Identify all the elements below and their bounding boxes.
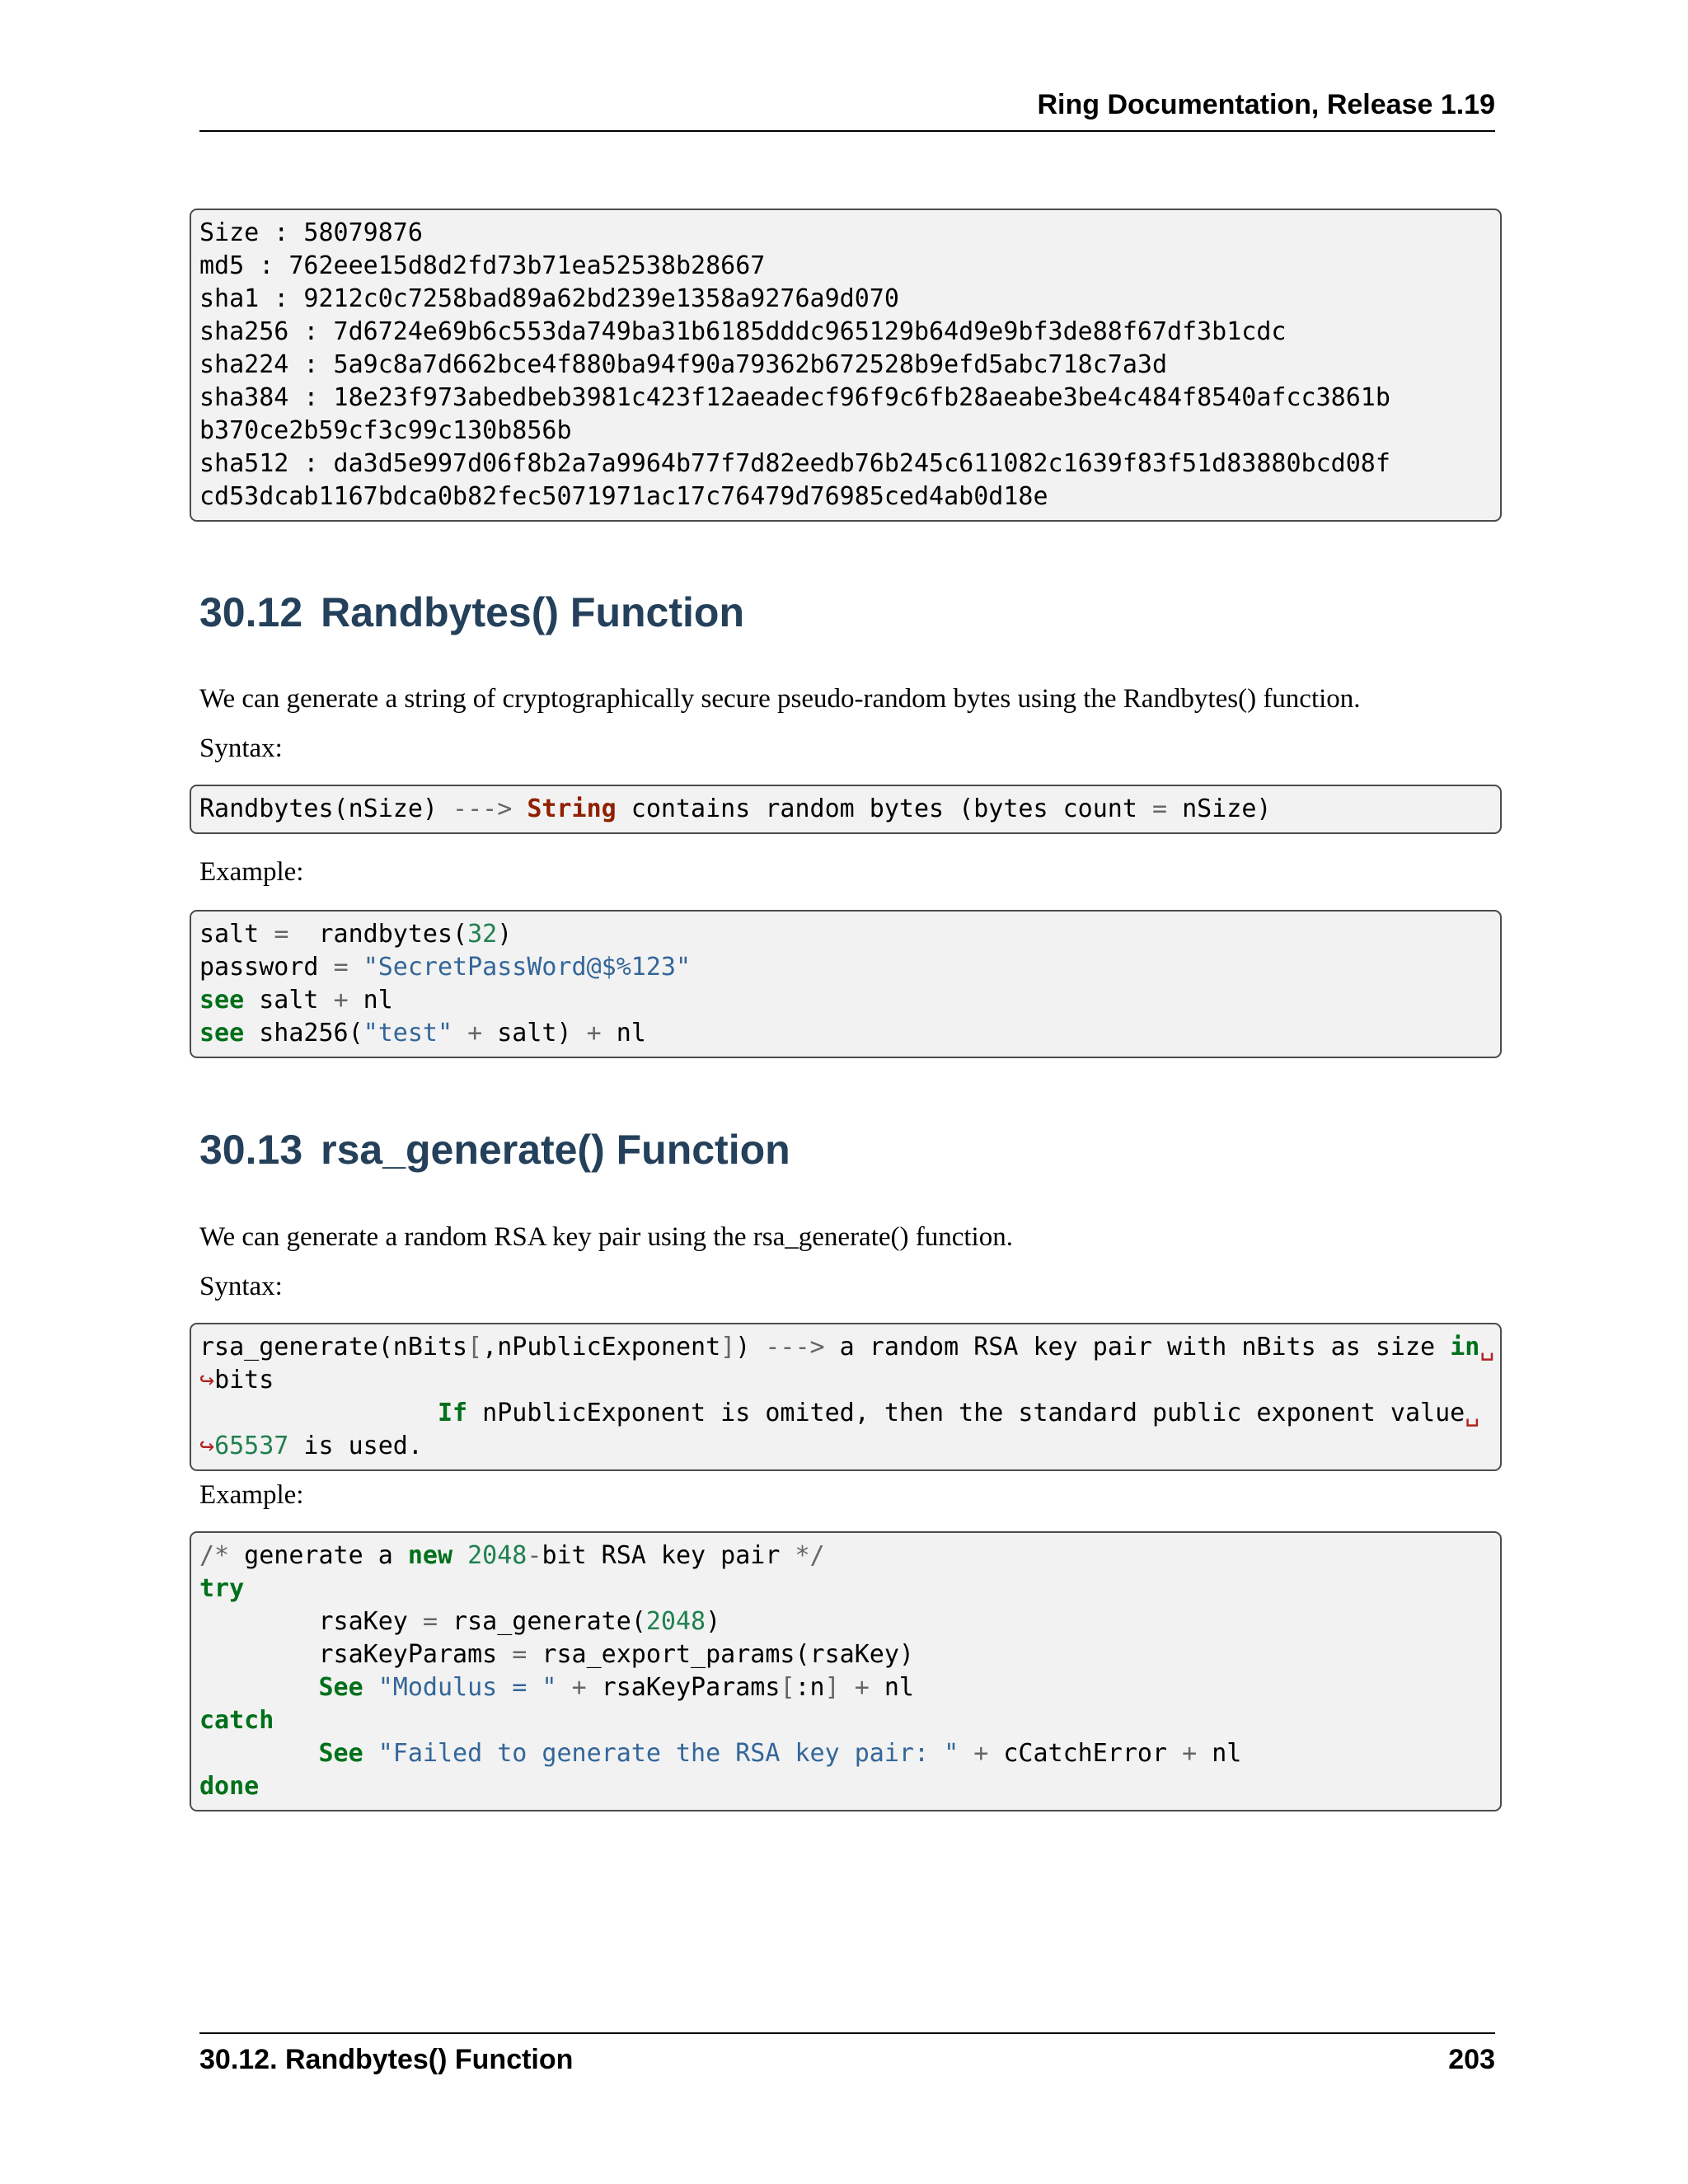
- code-token: ): [735, 1333, 766, 1361]
- code-token: +: [973, 1739, 989, 1768]
- code-token: password: [199, 953, 334, 982]
- code-token: /*: [199, 1541, 230, 1570]
- rsa-syntax-code: [199, 1331, 1495, 1463]
- code-line: sha256 : 7d6724e69b6c553da749ba31b6185dddc965129b64d9e9bf3de88f67df3b1cdc: [199, 317, 1287, 346]
- running-header: Ring Documentation, Release 1.19: [1037, 89, 1495, 120]
- code-token: =: [422, 1607, 438, 1636]
- code-token: See: [318, 1673, 363, 1702]
- section-title-text: rsa_generate() Function: [321, 1127, 790, 1173]
- code-line: md5 : 762eee15d8d2fd73b71ea52538b28667: [199, 251, 766, 280]
- section-number: 30.12: [199, 589, 303, 635]
- code-token: 2048: [467, 1541, 528, 1570]
- rsa-syntax-code-block: [190, 1323, 1502, 1471]
- line-continuation-icon: ␣: [1479, 1333, 1495, 1361]
- section-number: 30.13: [199, 1127, 303, 1173]
- code-token: [199, 1673, 319, 1702]
- code-token: ]: [824, 1673, 840, 1702]
- code-token: salt: [199, 920, 274, 949]
- code-token: --->: [452, 794, 513, 823]
- code-line: cd53dcab1167bdca0b82fec5071971ac17c76479d76985ced4ab0d18e: [199, 482, 1048, 511]
- code-token: "Modulus = ": [377, 1673, 557, 1702]
- code-token: 32: [467, 920, 498, 949]
- randbytes-syntax-code: [199, 793, 1492, 826]
- code-token: bits: [214, 1366, 274, 1394]
- randbytes-syntax-label: Syntax:: [199, 733, 283, 763]
- randbytes-example-label: Example:: [199, 857, 304, 887]
- code-token: ,nPublicExponent: [482, 1333, 721, 1361]
- code-token: +: [467, 1019, 483, 1047]
- code-token: [: [467, 1333, 483, 1361]
- code-token: ): [497, 920, 513, 949]
- code-token: "SecretPassWord@$%123": [363, 953, 692, 982]
- code-token: =: [1151, 794, 1168, 823]
- code-token: See: [318, 1739, 363, 1768]
- code-token: +: [1182, 1739, 1198, 1768]
- code-token: rsa_generate(nBits: [199, 1333, 468, 1361]
- code-token: a random RSA key pair with nBits as size: [824, 1333, 1451, 1361]
- code-token: [363, 1739, 378, 1768]
- code-token: generate a: [229, 1541, 408, 1570]
- code-token: -: [527, 1541, 542, 1570]
- code-token: contains random bytes (bytes count: [616, 794, 1152, 823]
- code-token: catch: [199, 1706, 274, 1735]
- code-indent: [199, 1399, 438, 1427]
- code-token: :n: [795, 1673, 825, 1702]
- code-token: +: [333, 986, 349, 1015]
- hash-output-text: [199, 217, 1492, 513]
- code-token: randbytes(: [288, 920, 468, 949]
- code-token: 2048: [645, 1607, 706, 1636]
- code-token: cCatchError: [988, 1739, 1183, 1768]
- code-token: [452, 1541, 467, 1570]
- code-token: Randbytes(nSize): [199, 794, 453, 823]
- code-token: nl: [869, 1673, 914, 1702]
- section-heading-randbytes: [199, 588, 744, 636]
- code-token: new: [407, 1541, 453, 1570]
- footer-section-title: 30.12. Randbytes() Function: [199, 2044, 574, 2075]
- code-token: try: [199, 1574, 245, 1603]
- code-token: bit RSA key pair: [542, 1541, 795, 1570]
- wrap-arrow-icon: ↪: [199, 1432, 215, 1460]
- code-token: salt): [482, 1019, 587, 1047]
- code-token: --->: [765, 1333, 825, 1361]
- code-token: see: [199, 1019, 245, 1047]
- code-token: rsaKeyParams: [586, 1673, 781, 1702]
- code-token: nl: [348, 986, 393, 1015]
- code-token: =: [512, 1640, 528, 1669]
- rsa-syntax-label: Syntax:: [199, 1272, 283, 1301]
- code-token: ): [706, 1607, 721, 1636]
- code-token: rsaKey: [199, 1607, 423, 1636]
- rsa-example-label: Example:: [199, 1480, 304, 1510]
- code-token: [363, 1673, 378, 1702]
- code-token: =: [274, 920, 289, 949]
- code-token: "Failed to generate the RSA key pair: ": [377, 1739, 959, 1768]
- randbytes-example-code: [199, 918, 1492, 1050]
- header-rule: [199, 130, 1495, 132]
- code-token: rsa_export_params(rsaKey): [527, 1640, 914, 1669]
- code-line: sha512 : da3d5e997d06f8b2a7a9964b77f7d82eedb76b245c611082c1639f83f51d83880bcd08f: [199, 449, 1390, 478]
- code-token: =: [333, 953, 349, 982]
- rsa-example-code: [199, 1540, 1492, 1803]
- randbytes-description: We can generate a string of cryptographically secure pseudo-random bytes using the Randbytes() function.: [199, 684, 1361, 714]
- code-token: +: [854, 1673, 870, 1702]
- code-token: +: [586, 1019, 602, 1047]
- line-continuation-icon: ␣: [1465, 1399, 1480, 1427]
- code-token: */: [795, 1541, 825, 1570]
- code-line: sha384 : 18e23f973abedbeb3981c423f12aeadecf96f9c6fb28aeabe3be4c484f8540afcc3861b: [199, 383, 1390, 412]
- footer-rule: [199, 2032, 1495, 2034]
- code-token: 65537: [214, 1432, 289, 1460]
- code-token: rsa_generate(: [438, 1607, 646, 1636]
- code-token: nPublicExponent is omited, then the standard public exponent value: [467, 1399, 1465, 1427]
- randbytes-syntax-code-block: [190, 785, 1502, 834]
- randbytes-example-code-block: [190, 910, 1502, 1058]
- code-token: "test": [363, 1019, 453, 1047]
- code-token: nl: [601, 1019, 646, 1047]
- section-title-text: Randbytes() Function: [321, 589, 744, 635]
- code-token: ]: [720, 1333, 736, 1361]
- rsa-example-code-block: [190, 1531, 1502, 1811]
- code-token: +: [571, 1673, 587, 1702]
- rsa-description: We can generate a random RSA key pair using the rsa_generate() function.: [199, 1222, 1013, 1252]
- code-token: done: [199, 1772, 260, 1801]
- code-token: is used.: [288, 1432, 423, 1460]
- code-line: Size : 58079876: [199, 218, 423, 247]
- wrap-arrow-icon: ↪: [199, 1366, 215, 1394]
- code-token: see: [199, 986, 245, 1015]
- code-token: [199, 1739, 319, 1768]
- code-line: sha224 : 5a9c8a7d662bce4f880ba94f90a79362b672528b9efd5abc718c7a3d: [199, 350, 1167, 379]
- code-token: rsaKeyParams: [199, 1640, 513, 1669]
- hash-output-code-block: [190, 209, 1502, 522]
- code-token: nl: [1197, 1739, 1242, 1768]
- code-token: salt: [244, 986, 334, 1015]
- section-heading-rsa-generate: [199, 1126, 790, 1174]
- code-token: sha256(: [244, 1019, 363, 1047]
- code-line: sha1 : 9212c0c7258bad89a62bd239e1358a9276a9d070: [199, 284, 899, 313]
- code-line: b370ce2b59cf3c99c130b856b: [199, 416, 572, 445]
- code-token: If: [437, 1399, 468, 1427]
- code-token: nSize): [1167, 794, 1272, 823]
- footer-page-number: 203: [1448, 2044, 1495, 2075]
- code-token: [: [780, 1673, 795, 1702]
- code-token: in: [1450, 1333, 1480, 1361]
- code-token: String: [527, 794, 617, 823]
